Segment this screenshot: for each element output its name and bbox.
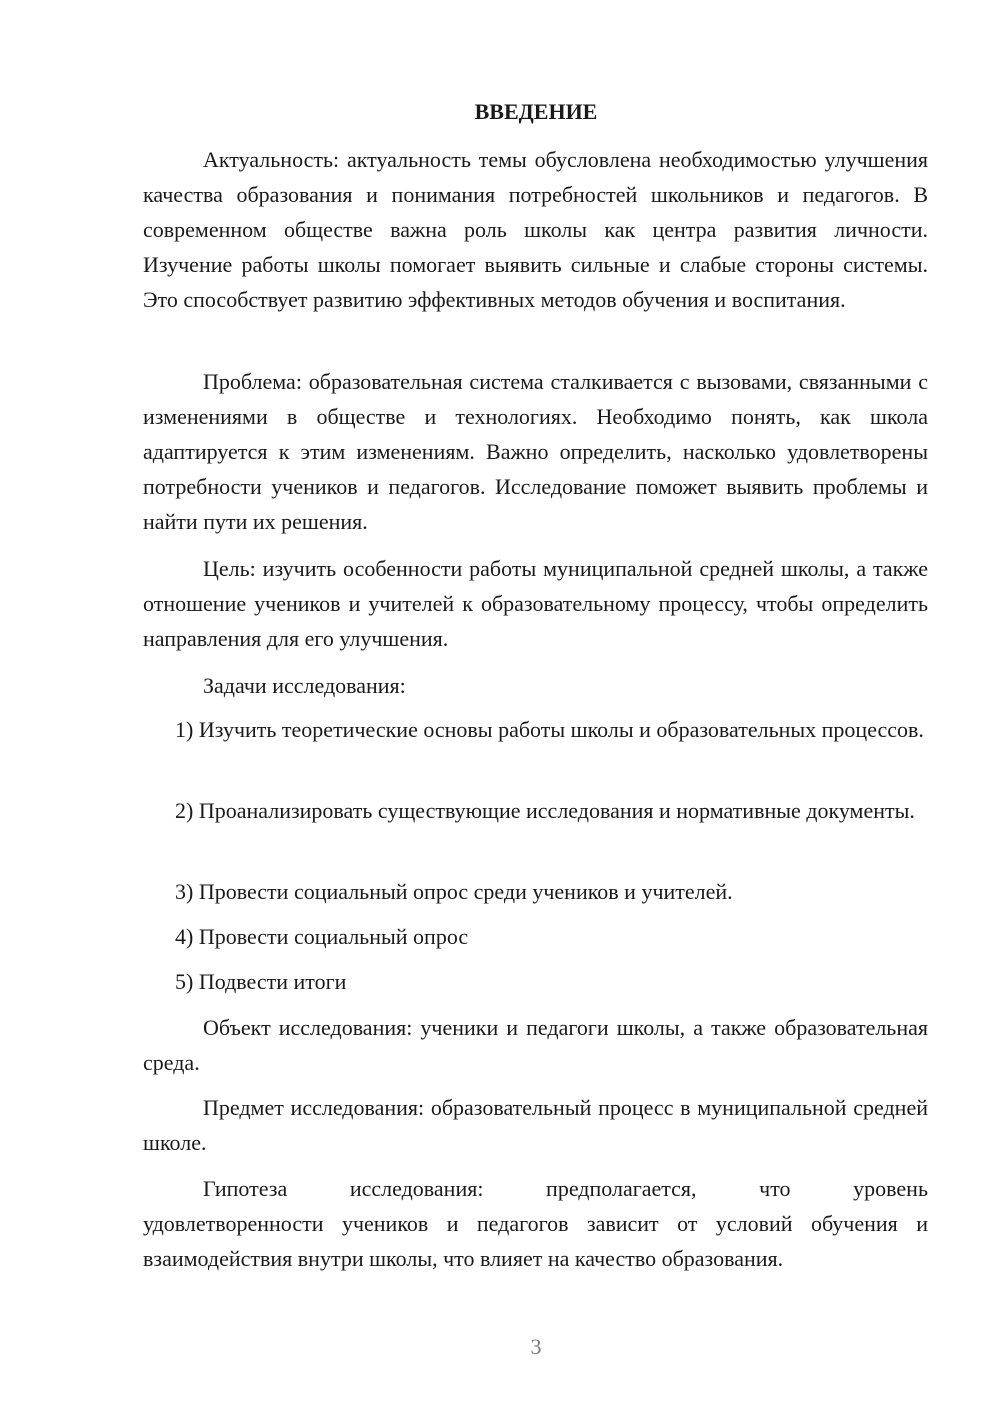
task-item-3: 3) Провести социальный опрос среди учеников и учителей. xyxy=(175,879,733,904)
page-number: 3 xyxy=(530,1334,542,1359)
paragraph-goal: Цель: изучить особенности работы муниципальной средней школы, а также отношение учеников и учителей к образовательному процессу, чтобы определить направления для его улучшения. xyxy=(143,556,928,651)
task-item-4: 4) Провести социальный опрос xyxy=(175,924,469,949)
task-item-1: 1) Изучить теоретические основы работы школы и образовательных процессов. xyxy=(175,717,924,742)
paragraph-subject: Предмет исследования: образовательный процесс в муниципальной средней школе. xyxy=(143,1095,928,1155)
paragraph-hypothesis xyxy=(143,1171,928,1276)
hypothesis-first-line: Гипотеза исследования: предполагается, что уровень xyxy=(203,1176,928,1201)
hypothesis-continuation: удовлетворенности учеников и педагогов зависит от условий обучения и взаимодействия внутри школы, что влияет на качество образования. xyxy=(143,1211,928,1271)
paragraph-relevance: Актуальность: актуальность темы обусловлена необходимостью улучшения качества образования и понимания потребностей школьников и педагогов. В современном обществе важна роль школы как центра развития личности. Изучение работы школы помогает выявить сильные и слабые стороны системы. Это способствует развитию эффективных методов обучения и воспитания. xyxy=(143,147,928,312)
section-title: ВВЕДЕНИЕ xyxy=(474,99,598,124)
task-item-5: 5) Подвести итоги xyxy=(175,969,347,994)
tasks-heading: Задачи исследования: xyxy=(203,673,406,698)
task-item-2: 2) Проанализировать существующие исследования и нормативные документы. xyxy=(175,798,915,823)
paragraph-object: Объект исследования: ученики и педагоги школы, а также образовательная среда. xyxy=(143,1015,928,1075)
paragraph-problem: Проблема: образовательная система сталкивается с вызовами, связанными с изменениями в обществе и технологиях. Необходимо понять, как школа адаптируется к этим изменениям. Важно определить, насколько удовлетворены потребности учеников и педагогов. Исследование поможет выявить проблемы и найти пути их решения. xyxy=(143,369,928,534)
